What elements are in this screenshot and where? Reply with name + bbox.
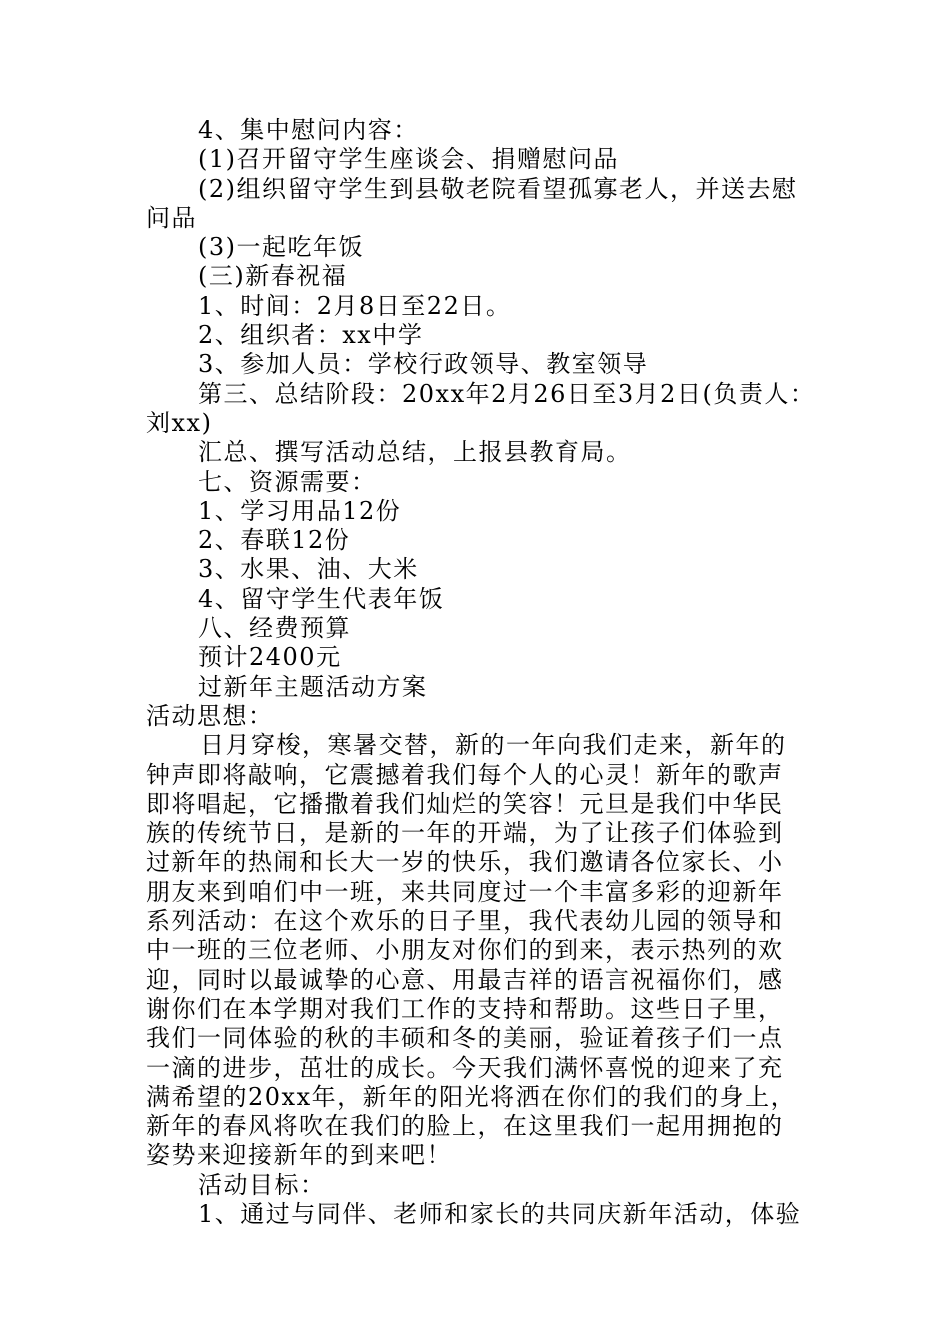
text-line: 新年的春风将吹在我们的脸上，在这里我们一起用拥抱的: [146, 1112, 784, 1141]
text-line: 过新年的热闹和长大一岁的快乐，我们邀请各位家长、小: [146, 848, 784, 877]
document-body: [146, 116, 816, 1229]
text-line: 日月穿梭，寒暑交替，新的一年向我们走来，新年的: [200, 731, 787, 760]
text-line: 4、集中慰问内容：: [198, 116, 419, 144]
text-line: (3)一起吃年饭: [198, 233, 364, 262]
text-line: 汇总、撰写活动总结，上报县教育局。: [198, 438, 632, 467]
section-title: 过新年主题活动方案: [198, 672, 428, 701]
text-line: 我们一同体验的秋的丰硕和冬的美丽，验证着孩子们一点: [146, 1024, 784, 1053]
text-line: 系列活动：在这个欢乐的日子里，我代表幼儿园的领导和: [146, 907, 784, 936]
text-line: (三)新春祝福: [198, 262, 348, 291]
text-line: 3、水果、油、大米: [198, 555, 419, 584]
text-line: 1、时间：2月8日至22日。: [198, 291, 512, 320]
text-line: 八、经费预算: [198, 614, 351, 643]
text-line: 即将唱起，它播撒着我们灿烂的笑容！元旦是我们中华民: [146, 789, 784, 818]
text-line: 七、资源需要：: [198, 467, 377, 496]
text-line: 活动目标：: [198, 1170, 326, 1199]
text-line: 1、通过与同伴、老师和家长的共同庆新年活动，体验: [198, 1199, 802, 1228]
text-line: 刘xx): [146, 408, 213, 437]
text-line: 姿势来迎接新年的到来吧！: [146, 1141, 452, 1170]
text-line: 活动思想：: [146, 701, 274, 730]
text-line: 1、学习用品12份: [198, 496, 402, 525]
text-line: 族的传统节日，是新的一年的开端，为了让孩子们体验到: [146, 819, 784, 848]
text-line: 3、参加人员：学校行政领导、教室领导: [198, 350, 649, 379]
text-line: 一滴的进步，茁壮的成长。今天我们满怀喜悦的迎来了充: [146, 1053, 784, 1082]
text-line: 中一班的三位老师、小朋友对你们的到来，表示热列的欢: [146, 936, 784, 965]
text-line: 谢你们在本学期对我们工作的支持和帮助。这些日子里，: [146, 994, 784, 1023]
text-line: 预计2400元: [198, 643, 342, 672]
text-line: 第三、总结阶段：20xx年2月26日至3月2日(负责人：: [198, 379, 816, 408]
text-line: (2)组织留守学生到县敬老院看望孤寡老人，并送去慰: [198, 174, 798, 203]
text-line: 2、春联12份: [198, 526, 351, 555]
text-line: 钟声即将敲响，它震撼着我们每个人的心灵！新年的歌声: [146, 760, 784, 789]
text-line: 迎，同时以最诚挚的心意、用最吉祥的语言祝福你们，感: [146, 965, 784, 994]
text-line: 2、组织者：xx中学: [198, 321, 424, 350]
text-line: 朋友来到咱们中一班，来共同度过一个丰富多彩的迎新年: [146, 877, 784, 906]
text-line: 满希望的20xx年，新年的阳光将洒在你们的我们的身上，: [146, 1082, 797, 1111]
text-line: 4、留守学生代表年饭: [198, 584, 445, 613]
text-line: 问品: [146, 203, 197, 232]
text-line: (1)召开留守学生座谈会、捐赠慰问品: [198, 145, 619, 174]
